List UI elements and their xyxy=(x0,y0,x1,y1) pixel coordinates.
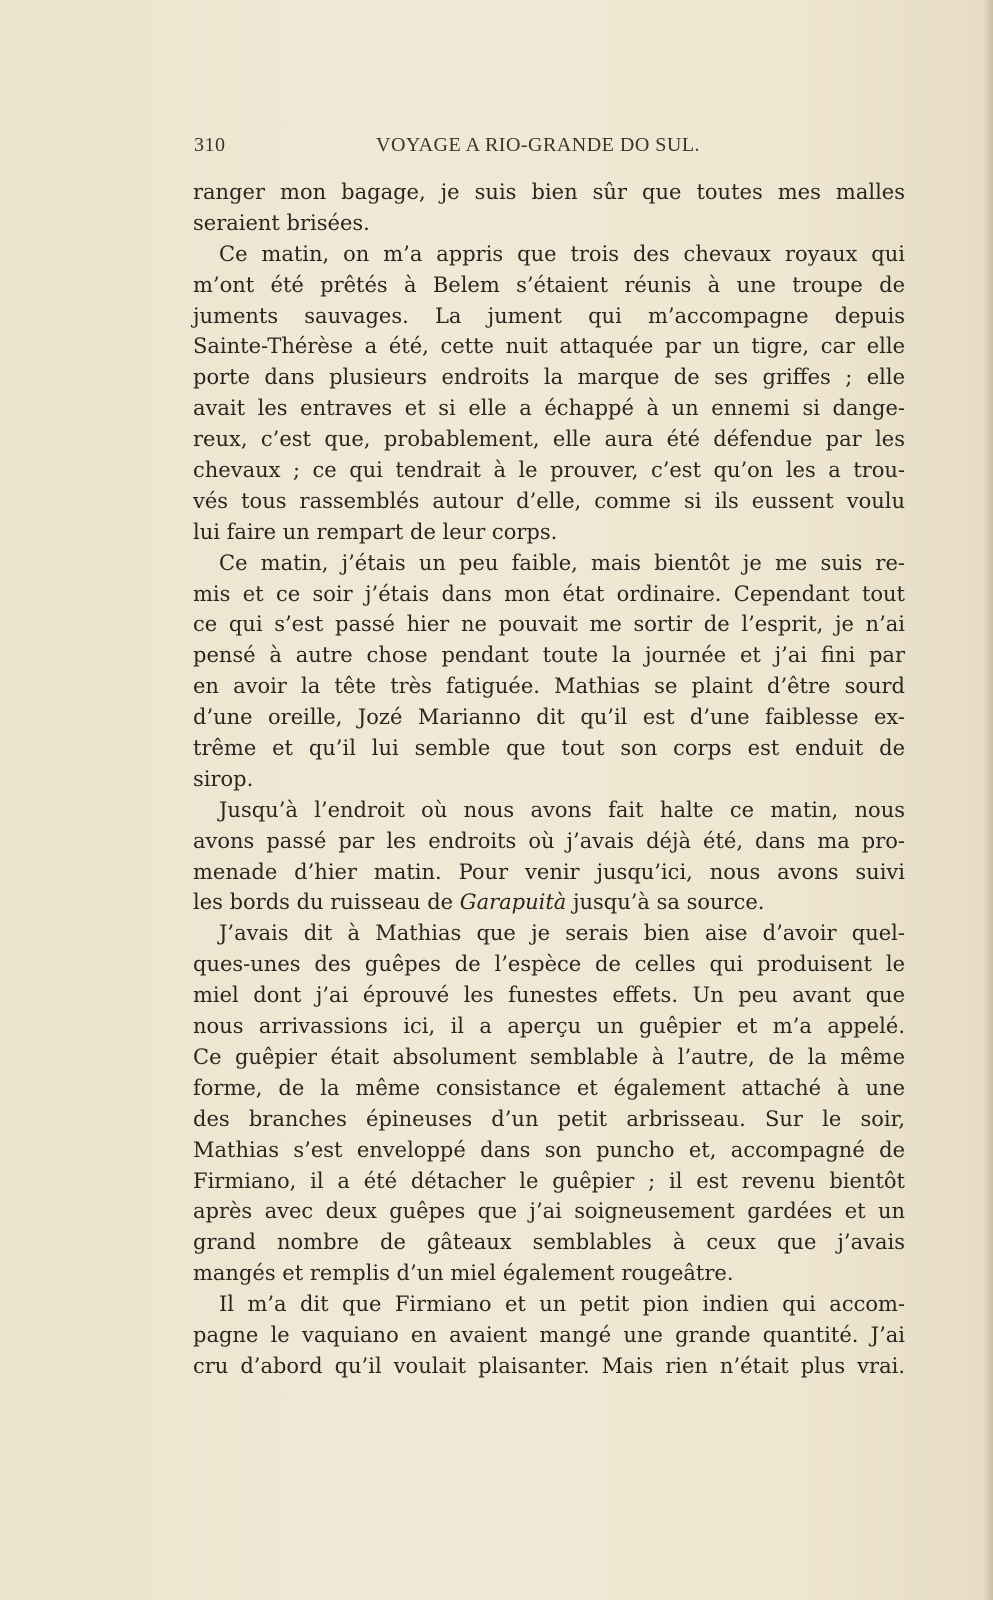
text-line: d’une oreille, Jozé Marianno dit qu’il est d’une faiblesse ex- xyxy=(193,705,905,730)
text-line: Mathias s’est enveloppé dans son puncho et, accompagné de xyxy=(193,1137,905,1162)
text-line: vés tous rassemblés autour d’elle, comme si ils eussent voulu xyxy=(193,488,905,513)
text-line: trême et qu’il lui semble que tout son corps est enduit de xyxy=(193,736,905,761)
paragraph-start-line: Jusqu’à l’endroit où nous avons fait halte ce matin, nous xyxy=(219,797,905,822)
text-line: des branches épineuses d’un petit arbrisseau. Sur le soir, xyxy=(193,1106,905,1131)
page-header xyxy=(194,128,724,162)
text-line: seraient brisées. xyxy=(193,210,370,235)
text-line: grand nombre de gâteaux semblables à ceux que j’avais xyxy=(193,1230,905,1255)
paragraph-start-line: Il m’a dit que Firmiano et un petit pion indien qui accom- xyxy=(219,1292,905,1317)
text-line: Ce guêpier était absolument semblable à l’autre, de la même xyxy=(193,1044,905,1069)
text-line: Sainte-Thérèse a été, cette nuit attaquée par un tigre, car elle xyxy=(193,334,905,359)
text-line: m’ont été prêtés à Belem s’étaient réunis à une troupe de xyxy=(193,272,905,297)
text-line: nous arrivassions ici, il a aperçu un guêpier et m’a appelé. xyxy=(193,1014,905,1039)
text-line: après avec deux guêpes que j’ai soigneusement gardées et un xyxy=(193,1199,905,1224)
text-line: ranger mon bagage, je suis bien sûr que toutes mes malles xyxy=(193,180,905,204)
text-line xyxy=(193,887,905,918)
text-line: ce qui s’est passé hier ne pouvait me sortir de l’esprit, je n’ai xyxy=(193,612,905,637)
italic-place-name: Garapuità xyxy=(459,890,567,915)
text-line: avons passé par les endroits où j’avais déjà été, dans ma pro- xyxy=(193,828,905,853)
text-line: cru d’abord qu’il voulait plaisanter. Mais rien n’était plus vrai. xyxy=(193,1353,905,1378)
page-number: 310 xyxy=(194,134,226,156)
text-line: miel dont j’ai éprouvé les funestes effets. Un peu avant que xyxy=(193,983,905,1008)
text-line: pensé à autre chose pendant toute la journée et j’ai fini par xyxy=(193,643,905,668)
text-line: en avoir la tête très fatiguée. Mathias se plaint d’être sourd xyxy=(193,674,905,699)
text-line: sirop. xyxy=(193,766,254,791)
text-line: ques-unes des guêpes de l’espèce de celles qui produisent le xyxy=(193,952,905,977)
text-fragment: jusqu’à sa source. xyxy=(566,890,765,915)
text-line: menade d’hier matin. Pour venir jusqu’ici, nous avons suivi xyxy=(193,859,905,884)
paragraph-start-line: Ce matin, j’étais un peu faible, mais bientôt je me suis re- xyxy=(219,550,905,575)
text-line: lui faire un rempart de leur corps. xyxy=(193,519,558,544)
text-line: mis et ce soir j’étais dans mon état ordinaire. Cependant tout xyxy=(193,581,905,606)
paragraph-start-line: J’avais dit à Mathias que je serais bien aise d’avoir quel- xyxy=(219,921,905,946)
paragraph-start-line: Ce matin, on m’a appris que trois des chevaux royaux qui xyxy=(219,241,905,266)
text-line: avait les entraves et si elle a échappé à un ennemi si dange- xyxy=(193,396,905,421)
text-line: reux, c’est que, probablement, elle aura été défendue par les xyxy=(193,427,905,452)
body-text xyxy=(193,177,905,1382)
text-line: chevaux ; ce qui tendrait à le prouver, c’est qu’on les a trou- xyxy=(193,458,905,483)
page-edge-shadow xyxy=(983,0,993,1600)
text-line: Firmiano, il a été détacher le guêpier ; il est revenu bientôt xyxy=(193,1168,905,1193)
text-line: porte dans plusieurs endroits la marque de ses griffes ; elle xyxy=(193,365,905,390)
text-line: forme, de la même consistance et également attaché à une xyxy=(193,1075,905,1100)
text-line: pagne le vaquiano en avaient mangé une grande quantité. J’ai xyxy=(193,1322,905,1347)
text-fragment: les bords du ruisseau de xyxy=(193,890,460,915)
running-head: VOYAGE A RIO-GRANDE DO SUL. xyxy=(376,134,701,156)
text-line: juments sauvages. La jument qui m’accompagne depuis xyxy=(193,303,905,328)
text-line: mangés et remplis d’un miel également rougeâtre. xyxy=(193,1261,734,1286)
